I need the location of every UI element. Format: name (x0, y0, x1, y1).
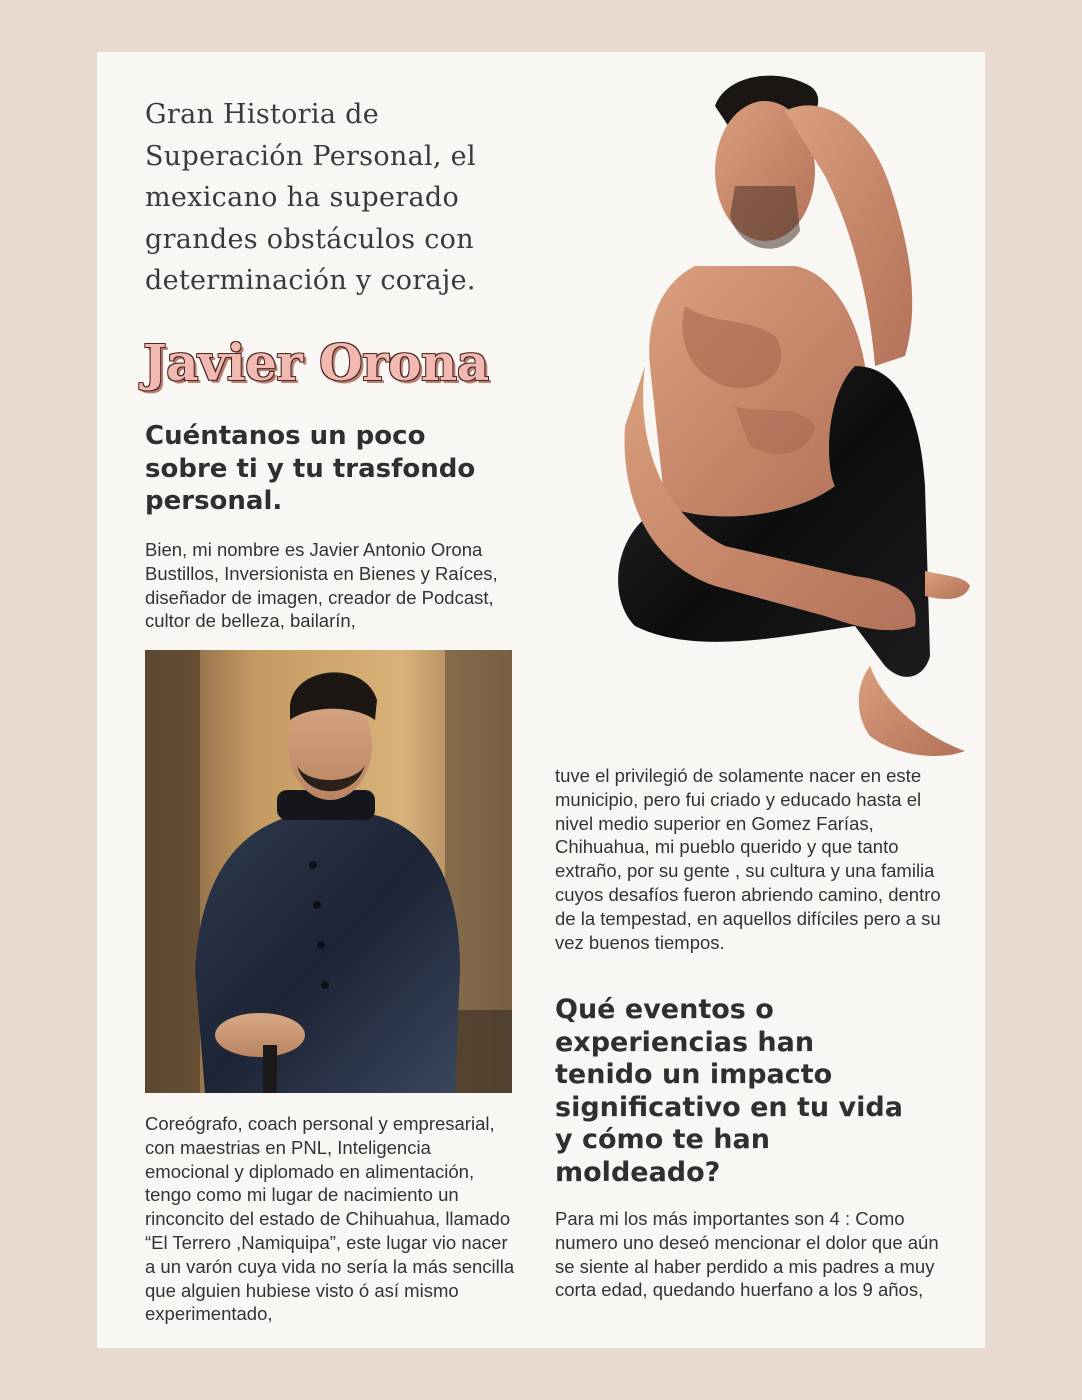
answer-paragraph-2: tuve el privilegió de solamente nacer en este municipio, pero fui criado y educado hasta el nivel medio superior en Gomez Farías, Chihuahua, mi pueblo querido y que tanto extraño, por su gente , su cultura y una familia cuyos desafíos fueron abriendo camino, dentro de la tempestad, en aquellos difíciles pero a su vez buenos tiempos. (555, 765, 941, 953)
answer-paragraph-4: Para mi los más importantes son 4 : Como numero uno deseó mencionar el dolor que aún se siente al haber perdido a mis padres a muy corta edad, quedando huerfano a los 9 años, (555, 1208, 939, 1301)
question-background: Cuéntanos un poco sobre ti y tu trasfondo personal. (145, 421, 476, 516)
answer-paragraph-1: Bien, mi nombre es Javier Antonio Orona Bustillos, Inversionista en Bienes y Raíces, diseñador de imagen, creador de Podcast, cultor de belleza, bailarín, (145, 539, 498, 632)
standing-portrait-photo (145, 650, 512, 1093)
question-experiences: Qué eventos o experiencias han tenido un impacto significativo en tu vida y cómo te han moldeado? (555, 994, 903, 1188)
intro-headline: Gran Historia de Superación Personal, el mexicano ha superado grandes obstáculos con determinación y coraje. (145, 99, 476, 296)
magazine-page (97, 52, 985, 1348)
answer-paragraph-3: Coreógrafo, coach personal y empresarial, con maestrias en PNL, Inteligencia emocional y diplomado en alimentación, tengo como mi lugar de nacimiento un rinconcito del estado de Chihuahua, llamado “El Terrero ,Namiquipa”, este lugar vio nacer a un varón cuya vida no sería la más sencilla que alguien hubiese visto ó así mismo experimentado, (145, 1113, 515, 1325)
seated-portrait-photo (525, 66, 975, 756)
profile-name: Javier Orona (143, 333, 489, 392)
